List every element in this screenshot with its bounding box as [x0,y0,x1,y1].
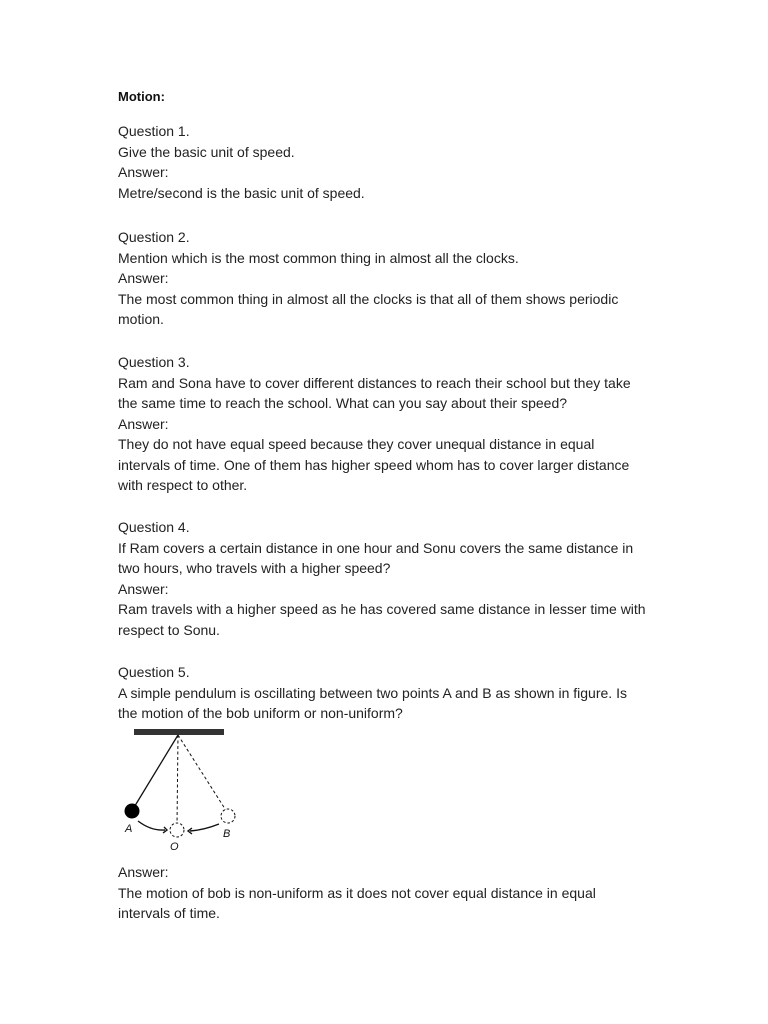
answer-block-5 [118,862,658,924]
bob-o [170,823,184,837]
ceiling-support [134,729,224,735]
question-text: the motion of the bob uniform or non-uniform? [118,705,403,721]
answer-label: Answer: [118,164,169,180]
question-block-5 [118,662,658,724]
question-block-2 [118,227,658,330]
answer-text: Ram travels with a higher speed as he has covered same distance in lesser time with [118,601,646,617]
answer-label: Answer: [118,270,169,286]
section-heading: Motion: [118,89,165,104]
answer-text: The most common thing in almost all the clocks is that all of them shows periodic [118,290,619,307]
bob-b [221,809,235,823]
label-o: O [170,841,179,853]
question-text: the same time to reach the school. What can you say about their speed? [118,395,568,411]
question-text: two hours, who travels with a higher speed? [118,560,391,576]
question-title: Question 5. [118,664,190,680]
question-text: Ram and Sona have to cover different distances to reach their school but they take [118,374,631,391]
answer-text: They do not have equal speed because they cover unequal distance in equal [118,436,595,452]
answer-label: Answer: [118,580,169,597]
dashed-string-right [178,735,227,812]
question-title: Question 1. [118,123,190,139]
pendulum-diagram [118,726,238,856]
question-title: Question 4. [118,519,190,535]
pendulum-figure [118,726,238,856]
question-text: Give the basic unit of speed. [118,143,295,160]
answer-text: respect to Sonu. [118,621,220,638]
label-b: B [223,828,231,840]
answer-text: intervals of time. [118,905,220,921]
answer-text: The motion of bob is non-uniform as it does not cover equal distance in equal [118,884,596,901]
answer-text: intervals of time. One of them has higher speed whom has to cover larger distance [118,456,630,473]
label-a: A [125,823,133,835]
answer-text: Metre/second is the basic unit of speed. [118,184,365,201]
arrow-a-to-o [138,821,165,830]
question-title: Question 2. [118,229,190,245]
answer-label: Answer: [118,864,169,880]
answer-text: motion. [118,311,164,327]
bob-a [125,804,140,819]
question-text: A simple pendulum is oscillating between two points A and B as shown in figure. Is [118,684,627,701]
question-block-4 [118,517,658,640]
pendulum-string [133,735,178,809]
arrow-b-to-o [190,824,219,831]
question-block-3 [118,352,658,496]
dashed-string-center [177,735,178,826]
answer-label: Answer: [118,415,169,432]
question-block-1 [118,121,658,203]
question-text: Mention which is the most common thing in almost all the clocks. [118,249,519,266]
answer-text: with respect to other. [118,477,248,493]
question-text: If Ram covers a certain distance in one hour and Sonu covers the same distance in [118,539,634,556]
question-title: Question 3. [118,354,190,370]
